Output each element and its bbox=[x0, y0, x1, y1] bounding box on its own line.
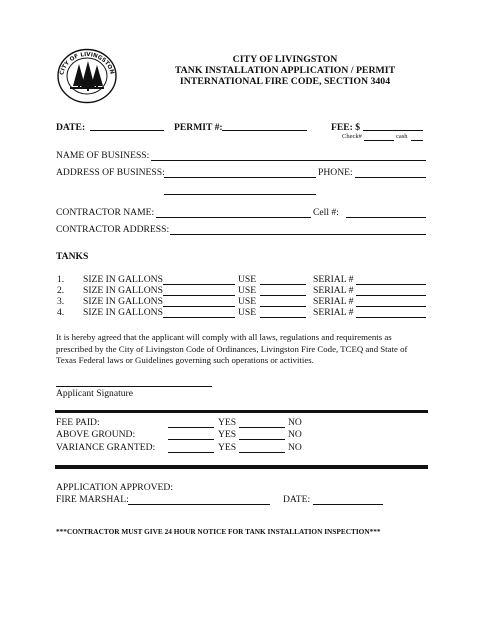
tank-serial-field[interactable] bbox=[356, 317, 426, 318]
yes-field[interactable] bbox=[239, 427, 285, 428]
tank-size-field[interactable] bbox=[163, 317, 235, 318]
yes-label: YES bbox=[218, 442, 237, 453]
tank-size-label: SIZE IN GALLONS bbox=[83, 285, 163, 296]
section-divider bbox=[55, 465, 428, 469]
header-form-title: TANK INSTALLATION APPLICATION / PERMIT bbox=[174, 65, 396, 76]
tank-use-field[interactable] bbox=[260, 317, 306, 318]
permit-label: PERMIT #: bbox=[174, 122, 223, 133]
agreement-text bbox=[56, 332, 407, 367]
fire-marshal-label: FIRE MARSHAL: bbox=[56, 494, 129, 505]
tank-serial-label: SERIAL # bbox=[313, 285, 354, 296]
approved-label: APPLICATION APPROVED: bbox=[56, 482, 174, 493]
tank-size-label: SIZE IN GALLONS bbox=[83, 307, 163, 318]
city-seal bbox=[56, 48, 118, 104]
inspection-notice: ***CONTRACTOR MUST GIVE 24 HOUR NOTICE FOR TANK INSTALLATION INSPECTION*** bbox=[56, 527, 381, 536]
fire-marshal-field[interactable] bbox=[128, 504, 270, 505]
contractor-address-field[interactable] bbox=[170, 234, 426, 235]
header-code: INTERNATIONAL FIRE CODE, SECTION 3404 bbox=[179, 76, 391, 87]
business-name-field[interactable] bbox=[151, 160, 426, 161]
cell-label: Cell #: bbox=[313, 207, 339, 218]
signature-label: Applicant Signature bbox=[56, 388, 133, 399]
tank-use-field[interactable] bbox=[260, 295, 306, 296]
tank-use-field[interactable] bbox=[260, 284, 306, 285]
approval-date-label: DATE: bbox=[283, 494, 311, 505]
yes-field[interactable] bbox=[239, 439, 285, 440]
tank-serial-label: SERIAL # bbox=[313, 307, 354, 318]
tank-serial-field[interactable] bbox=[356, 295, 426, 296]
city-seal-graphic bbox=[56, 48, 118, 104]
tank-serial-label: SERIAL # bbox=[313, 274, 354, 285]
business-address-field[interactable] bbox=[164, 177, 316, 178]
signature-line[interactable] bbox=[56, 386, 212, 387]
office-row-field[interactable] bbox=[168, 439, 214, 440]
contractor-address-label: CONTRACTOR ADDRESS: bbox=[56, 224, 170, 235]
yes-field[interactable] bbox=[239, 452, 285, 453]
tank-use-label: USE bbox=[238, 307, 257, 318]
tank-number: 3. bbox=[57, 296, 65, 307]
office-row-label: ABOVE GROUND: bbox=[56, 429, 136, 440]
no-label: NO bbox=[288, 417, 302, 428]
check-field[interactable] bbox=[364, 140, 394, 141]
office-row-field[interactable] bbox=[168, 452, 214, 453]
contractor-name-label: CONTRACTOR NAME: bbox=[56, 207, 155, 218]
permit-field[interactable] bbox=[222, 130, 307, 131]
phone-field[interactable] bbox=[355, 177, 426, 178]
office-row-label: VARIANCE GRANTED: bbox=[56, 442, 156, 453]
business-name-label: NAME OF BUSINESS: bbox=[56, 150, 150, 161]
tank-number: 2. bbox=[57, 285, 65, 296]
tank-serial-field[interactable] bbox=[356, 306, 426, 307]
tank-use-label: USE bbox=[238, 296, 257, 307]
approval-date-field[interactable] bbox=[313, 504, 383, 505]
business-address-label: ADDRESS OF BUSINESS: bbox=[56, 167, 165, 178]
tanks-heading: TANKS bbox=[56, 251, 89, 262]
tank-size-label: SIZE IN GALLONS bbox=[83, 296, 163, 307]
header-city: CITY OF LIVINGSTON bbox=[232, 54, 338, 65]
business-address-line2-field[interactable] bbox=[164, 194, 316, 195]
tank-number: 4. bbox=[57, 307, 65, 318]
office-row-label: FEE PAID: bbox=[56, 417, 100, 428]
tank-serial-label: SERIAL # bbox=[313, 296, 354, 307]
date-label: DATE: bbox=[56, 122, 86, 133]
tank-size-field[interactable] bbox=[163, 295, 235, 296]
tank-number: 1. bbox=[57, 274, 65, 285]
tank-size-field[interactable] bbox=[163, 306, 235, 307]
phone-label: PHONE: bbox=[318, 167, 353, 178]
date-field[interactable] bbox=[90, 130, 164, 131]
agreement-line: prescribed by the City of Livingston Code of Ordinances, Livingston Fire Code, TCEQ and State of bbox=[56, 343, 408, 354]
tank-use-label: USE bbox=[238, 274, 257, 285]
no-label: NO bbox=[288, 442, 302, 453]
yes-label: YES bbox=[218, 429, 237, 440]
cash-field[interactable] bbox=[411, 140, 423, 141]
section-divider bbox=[55, 410, 428, 413]
tank-use-field[interactable] bbox=[260, 306, 306, 307]
agreement-line: Texas Federal laws or Guidelines governing such operations or activities. bbox=[56, 355, 314, 365]
fee-label: FEE: $ bbox=[331, 122, 361, 133]
yes-label: YES bbox=[218, 417, 237, 428]
office-row-field[interactable] bbox=[168, 427, 214, 428]
cash-label: cash bbox=[396, 133, 408, 140]
cell-field[interactable] bbox=[346, 217, 426, 218]
tank-serial-field[interactable] bbox=[356, 284, 426, 285]
agreement-line: It is hereby agreed that the applicant will comply with all laws, regulations and requirements as bbox=[56, 332, 392, 342]
svg-text:CITY OF LIVINGSTON: CITY OF LIVINGSTON bbox=[59, 51, 115, 76]
tank-use-label: USE bbox=[238, 285, 257, 296]
no-label: NO bbox=[288, 429, 302, 440]
tank-size-field[interactable] bbox=[163, 284, 235, 285]
tank-size-label: SIZE IN GALLONS bbox=[83, 274, 163, 285]
fee-field[interactable] bbox=[363, 130, 423, 131]
contractor-name-field[interactable] bbox=[156, 217, 311, 218]
check-label: Check# bbox=[342, 133, 362, 140]
